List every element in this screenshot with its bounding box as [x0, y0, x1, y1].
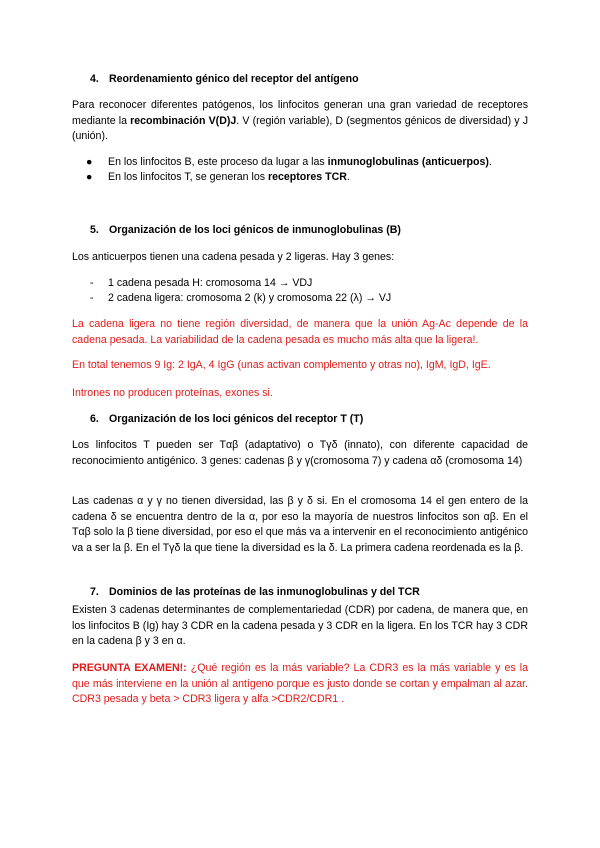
- text-run: En los linfocitos B, este proceso da lugar a las: [108, 156, 328, 168]
- exam-label: PREGUNTA EXAMEN!:: [72, 662, 191, 674]
- red-note: La cadena ligera no tiene región diversidad, de manera que la unión Ag-Ac depende de la cadena pesada. La variabilidad de la cadena pesada es mucho más alta que la ligera!.: [72, 318, 528, 346]
- text-run: .: [346, 171, 350, 183]
- section-number: 5.: [90, 224, 99, 236]
- exam-text: ¿Qué región es la más variable? La CDR3 es la más variable y es la que más interviene en la unión al antígeno porque es justo donde se cortan y empalman al azar. CDR3 pesada y beta > CDR3 ligera y alfa >CDR2/CDR1 .: [72, 662, 528, 705]
- section-title: Organización de los loci génicos de inmunoglobulinas (B): [109, 224, 401, 236]
- bullet-icon: ●: [86, 156, 93, 168]
- text-run: .: [488, 156, 492, 168]
- bold-term: inmunoglobulinas (anticuerpos): [327, 156, 489, 168]
- section-4-heading: [90, 72, 546, 88]
- section-7-paragraph: Existen 3 cadenas determinantes de complementariedad (CDR) por cadena, de manera que, en los linfocitos B (Ig) hay 3 CDR en la cadena pesada y 3 CDR en la ligera. En los TCR hay 3 CDR en la cadena β y 3 en α.: [72, 604, 528, 647]
- section-number: 7.: [90, 586, 99, 598]
- red-note: Intrones no producen proteínas, exones si.: [72, 387, 273, 399]
- section-5-heading: [90, 223, 546, 239]
- section-number: 6.: [90, 413, 99, 425]
- dash-icon: -: [90, 292, 94, 304]
- bold-term: receptores TCR: [267, 171, 347, 183]
- section-number: 4.: [90, 73, 99, 85]
- bullet-icon: ●: [86, 171, 93, 183]
- list-text: 1 cadena pesada H: cromosoma 14 → VDJ: [108, 277, 313, 289]
- red-note: En total tenemos 9 Ig: 2 IgA, 4 IgG (unas activan complemento y otras no), IgM, IgD, IgE.: [72, 359, 491, 371]
- exam-question: [72, 661, 528, 708]
- section-title: Reordenamiento génico del receptor del antígeno: [109, 73, 359, 85]
- section-5-paragraph: Los anticuerpos tienen una cadena pesada y 2 ligeras. Hay 3 genes:: [72, 251, 395, 263]
- bold-term: recombinación V(D)J: [130, 114, 237, 127]
- dash-icon: -: [90, 277, 94, 289]
- section-title: Organización de los loci génicos del receptor T (T): [109, 413, 364, 425]
- section-6-heading: [90, 412, 546, 428]
- text-run: Para reconocer diferentes patógenos, los linfocitos generan una gran variedad de receptores mediante la: [72, 99, 528, 127]
- section-title: Dominios de las proteínas de las inmunoglobulinas y del TCR: [109, 586, 420, 598]
- section-7-heading: [90, 585, 546, 601]
- section-6-paragraph: Los linfocitos T pueden ser Tαβ (adaptativo) o Tγδ (innato), con diferente capacidad de reconocimiento antigénico. 3 genes: cadenas β y γ(cromosoma 7) y cadena αδ (cromosoma 14): [72, 439, 528, 467]
- section-6-paragraph: Las cadenas α y γ no tienen diversidad, las β y δ si. En el cromosoma 14 el gen entero de la cadena δ se encuentra dentro de la α, por eso la mayoría de nuestros linfocitos son αβ. En el Tαβ solo la β tiene diversidad, por eso el que más va a intervenir en el reconocimiento antigénico va a ser la β. En el Tγδ la que tiene la diversidad es la δ. La primera cadena reordenada es la β.: [72, 495, 528, 554]
- list-text: 2 cadena ligera: cromosoma 2 (k) y cromosoma 22 (λ) → VJ: [108, 292, 392, 304]
- section-4-paragraph: [72, 98, 528, 145]
- text-run: En los linfocitos T, se generan los: [108, 171, 268, 183]
- text-run: . V (región variable), D (segmentos génicos de diversidad) y J (unión).: [72, 114, 528, 142]
